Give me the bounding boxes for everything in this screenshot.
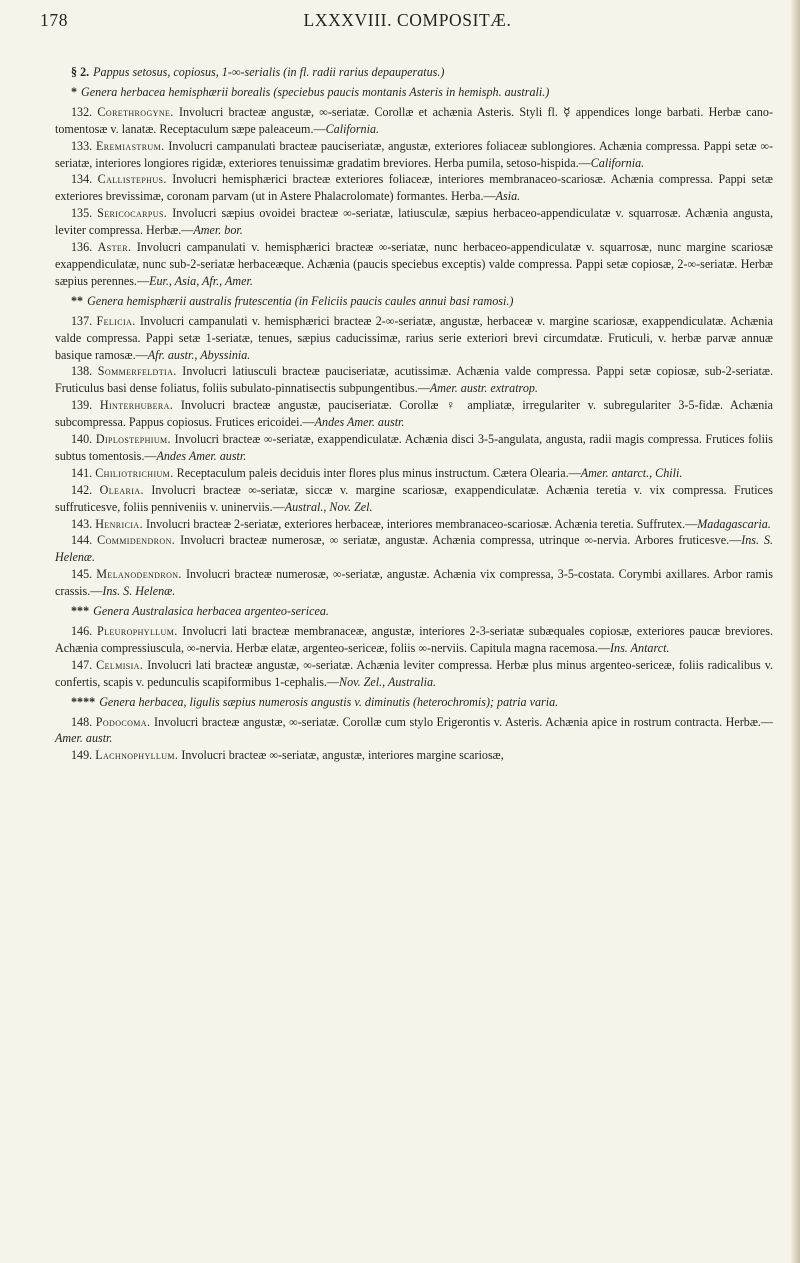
entry-number: 133. [71, 138, 93, 153]
entry-distribution: California. [325, 121, 380, 136]
section-text: Genera herbacea, ligulis sæpius numerosis angustis v. diminutis (heterochromis); patria varia. [99, 694, 559, 709]
genus-entry-132 [55, 104, 773, 138]
genus-name: Pleurophyllum. [96, 624, 178, 638]
genus-name: Sommerfeldtia. [97, 364, 177, 379]
entry-description: Involucri bracteæ angustæ, ∞-seriatæ. Corollæ et achænia Asteris. Styli fl. ☿ appendices longe barbati. Herbæ cano-tomentosæ v. lanatæ. Receptaculum sæpe paleaceum.— [55, 104, 773, 136]
entry-distribution: Afr. austr., Abyssinia. [147, 347, 251, 362]
section-marker: § 2. [71, 65, 90, 79]
genus-name: Commidendron. [97, 533, 176, 548]
page-number: 178 [40, 10, 69, 30]
section-heading-b [55, 293, 773, 310]
entry-number: 144. [71, 533, 93, 548]
entry-description: Involucri hemisphærici bracteæ exteriores foliaceæ, interiores membranaceo-scariosæ. Achænia compressa. Pappi setæ exteriores brevissimæ, coronam parvam (ut in Astere Phalacrolomate) formantes. Herba.— [55, 172, 773, 204]
entry-distribution: Andes Amer. austr. [314, 415, 405, 430]
genus-name: Hinterhubera. [99, 398, 174, 413]
section-text: Genera herbacea hemisphærii borealis (speciebus paucis montanis Asteris in hemisph. australi.) [81, 84, 550, 99]
genus-name: Celmisia. [96, 657, 144, 672]
entry-distribution: Asia. [495, 189, 521, 204]
entry-number: 140. [71, 432, 93, 447]
section-text: Genera hemisphærii australis frutescentia (in Feliciis paucis caules annui basi ramosi.) [87, 293, 514, 308]
genus-entry-138 [55, 363, 773, 397]
entry-description: Involucri bracteæ angustæ, pauciseriatæ. Corollæ ♀ ampliatæ, irregulariter v. subregulariter 3-5-fidæ. Achænia subcompressa. Pappus copiosus. Frutices ericoidei.— [55, 398, 774, 430]
entry-number: 146. [71, 624, 93, 638]
entry-description: Involucri campanulati v. hemisphærici bracteæ 2-∞-seriatæ, angustæ, herbaceæ v. margine scariosæ, exappendiculatæ. Achænia valde compressa. Pappi setæ 1-seriatæ, tenues, sæpius caducissimæ, rarius serie exteriori brevi circumdatæ. Fruticuli, v. herbæ parvæ annuæ basique ramosæ.— [55, 313, 773, 362]
entry-description: Involucri bracteæ ∞-seriatæ, exappendiculatæ. Achænia disci 3-5-angulata, angusta, radii magis compressa. Frutices foliis subtus tomentosis.— [55, 432, 773, 463]
entry-number: 147. [71, 657, 93, 672]
genus-entry-145 [55, 566, 773, 600]
genus-entry-143 [55, 516, 773, 533]
entry-distribution: Amer. bor. [193, 223, 243, 238]
genus-name: Chiliotrichium. [95, 465, 174, 480]
genus-name: Eremiastrum. [96, 138, 165, 153]
entry-distribution: Madagascaria. [697, 516, 771, 531]
entry-description: Receptaculum paleis deciduis inter flores plus minus instructum. Cætera Olearia.— [176, 465, 581, 480]
section-text: Genera Australasica herbacea argenteo-sericea. [93, 604, 329, 619]
genus-entry-141 [55, 465, 773, 482]
entry-description: Involucri campanulati v. hemisphærici bracteæ ∞-seriatæ, nunc herbaceo-appendiculatæ v. squarrosæ, nunc margine scariosæ exappendiculatæ, nunc sub-2-seriatæ herbaceæque. Achænia (paucis speciebus exceptis) valde compressa. Pappi setæ copiosæ, 2-∞-seriatæ. Herbæ sæpius perennes.— [55, 240, 773, 288]
entry-number: 142. [71, 482, 93, 497]
entry-distribution: California. [590, 155, 645, 170]
entry-description: Involucri bracteæ numerosæ, ∞ seriatæ, angustæ. Achænia compressa, utrinque ∞-nervia. Arbores fruticesve.— [180, 533, 742, 548]
page-header [40, 6, 775, 32]
entry-description: Involucri lati bracteæ angustæ, ∞-seriatæ. Achænia leviter compressa. Herbæ plus minus argenteo-sericeæ, foliis radicalibus v. confertis, scapis v. pedunculis scapiformibus 1-cephalis.— [55, 657, 774, 689]
entry-description: Involucri bracteæ 2-seriatæ, exteriores herbaceæ, interiores membranaceo-scariosæ. Achænia teretia. Suffrutex.— [146, 516, 698, 531]
section-marker: **** [71, 694, 96, 709]
genus-name: Olearia. [99, 482, 144, 497]
genus-entry-148 [55, 714, 773, 748]
section-heading-s2 [55, 64, 773, 81]
section-text: Pappus setosus, copiosus, 1-∞-serialis (in fl. radii rarius depauperatus.) [93, 65, 445, 79]
entry-description: Involucri bracteæ ∞-seriatæ, siccæ v. margine scariosæ, exappendiculatæ. Achænia teretia v. vix compressa. Frutices suffruticesve, foliis penniveniis v. uninerviis.— [55, 482, 774, 514]
entry-distribution: Ins. S. Helenæ. [102, 584, 176, 599]
section-marker: * [71, 84, 78, 99]
genus-entry-147 [55, 657, 773, 691]
genus-entry-140 [55, 431, 773, 465]
genus-entry-135 [55, 205, 773, 239]
genus-name: Sericocarpus. [97, 206, 168, 221]
genus-entry-134 [55, 171, 773, 205]
entry-number: 138. [71, 364, 93, 379]
entry-number: 148. [71, 714, 93, 729]
entry-distribution: Amer. austr. extratrop. [429, 381, 538, 396]
genus-entry-144 [55, 532, 773, 566]
section-marker: *** [71, 604, 90, 619]
entry-description: Involucri latiusculi bracteæ pauciseriatæ, acutissimæ. Achænia valde compressa. Pappi setæ copiosæ, sub-2-seriatæ. Fruticulus basi dense foliatus, foliis subulato-pinnatisectis subpungentibus.— [55, 364, 773, 396]
section-heading-a [55, 84, 773, 101]
genus-name: Aster. [97, 240, 132, 255]
genus-name: Melanodendron. [96, 567, 182, 582]
genus-name: Callistephus. [97, 172, 167, 187]
section-heading-c [55, 603, 773, 620]
entry-distribution: Amer. antarct., Chili. [580, 465, 683, 480]
entry-distribution: Amer. austr. [55, 731, 113, 746]
entry-number: 132. [71, 104, 93, 119]
genus-name: Podocoma. [95, 714, 151, 729]
page-edge-shadow [790, 0, 800, 1263]
genus-name: Felicia. [96, 313, 136, 328]
genus-entry-142 [55, 482, 773, 516]
entry-number: 136. [71, 240, 93, 255]
entry-number: 135. [71, 206, 93, 221]
genus-name: Henricia. [95, 516, 144, 531]
entry-description: Involucri sæpius ovoidei bracteæ ∞-seriatæ, latiusculæ, sæpius herbaceo-appendiculatæ v. squarrosæ. Achænia angusta, leviter compressa. Herbæ.— [55, 206, 773, 238]
entry-distribution: Eur., Asia, Afr., Amer. [149, 273, 253, 288]
page-body [55, 64, 773, 764]
entry-description: Involucri campanulati bracteæ pauciseriatæ, angustæ, exteriores foliaceæ sublongiores. Achænia compressa. Pappi setæ ∞-seriatæ, interiores longiores rigidæ, exteriores tenuissimæ gradatim breviores. Herba pumila, setoso-hispida.— [55, 138, 773, 170]
genus-entry-136 [55, 239, 773, 290]
genus-name: Lachnophyllum. [95, 748, 179, 763]
entry-description: Involucri bracteæ numerosæ, ∞-seriatæ, angustæ. Achænia vix compressa, 3-5-costata. Corymbi axillares. Arbor ramis crassis.— [55, 567, 773, 599]
section-heading-d [55, 694, 773, 711]
entry-number: 145. [71, 567, 93, 582]
genus-entry-149 [55, 747, 773, 764]
entry-distribution: Austral., Nov. Zel. [284, 499, 373, 514]
entry-description: Involucri bracteæ angustæ, ∞-seriatæ. Corollæ cum stylo Erigerontis v. Asteris. Achænia apice in rostrum contracta. Herbæ.— [153, 714, 774, 729]
genus-entry-139 [55, 397, 773, 431]
genus-entry-133 [55, 138, 773, 172]
section-marker: ** [71, 293, 84, 308]
entry-number: 134. [71, 172, 93, 187]
running-title: LXXXVIII. COMPOSITÆ. [303, 10, 512, 30]
entry-number: 137. [71, 313, 93, 328]
entry-number: 141. [71, 465, 93, 480]
entry-number: 139. [71, 398, 93, 413]
entry-distribution: Andes Amer. austr. [156, 448, 247, 463]
genus-name: Corethrogyne. [97, 104, 174, 119]
entry-distribution: Ins. Antarct. [610, 640, 670, 655]
genus-name: Diplostephium. [95, 432, 171, 447]
entry-description: Involucri bracteæ ∞-seriatæ, angustæ, interiores margine scariosæ, [181, 748, 504, 763]
genus-entry-137 [55, 313, 773, 364]
entry-number: 143. [71, 516, 93, 531]
entry-description: Involucri lati bracteæ membranaceæ, angustæ, interiores 2-3-seriatæ subæquales copiosæ, exteriores paucæ breviores. Achænia compressiuscula, ∞-nervia. Herbæ elatæ, argenteo-sericeæ, foliis ∞-nerviis. Capitula magna racemosa.— [55, 624, 773, 655]
genus-entry-146 [55, 623, 773, 657]
entry-distribution: Nov. Zel., Australia. [339, 674, 437, 689]
entry-number: 149. [71, 748, 93, 763]
entry-distribution: Ins. S. Helenæ. [55, 533, 774, 565]
